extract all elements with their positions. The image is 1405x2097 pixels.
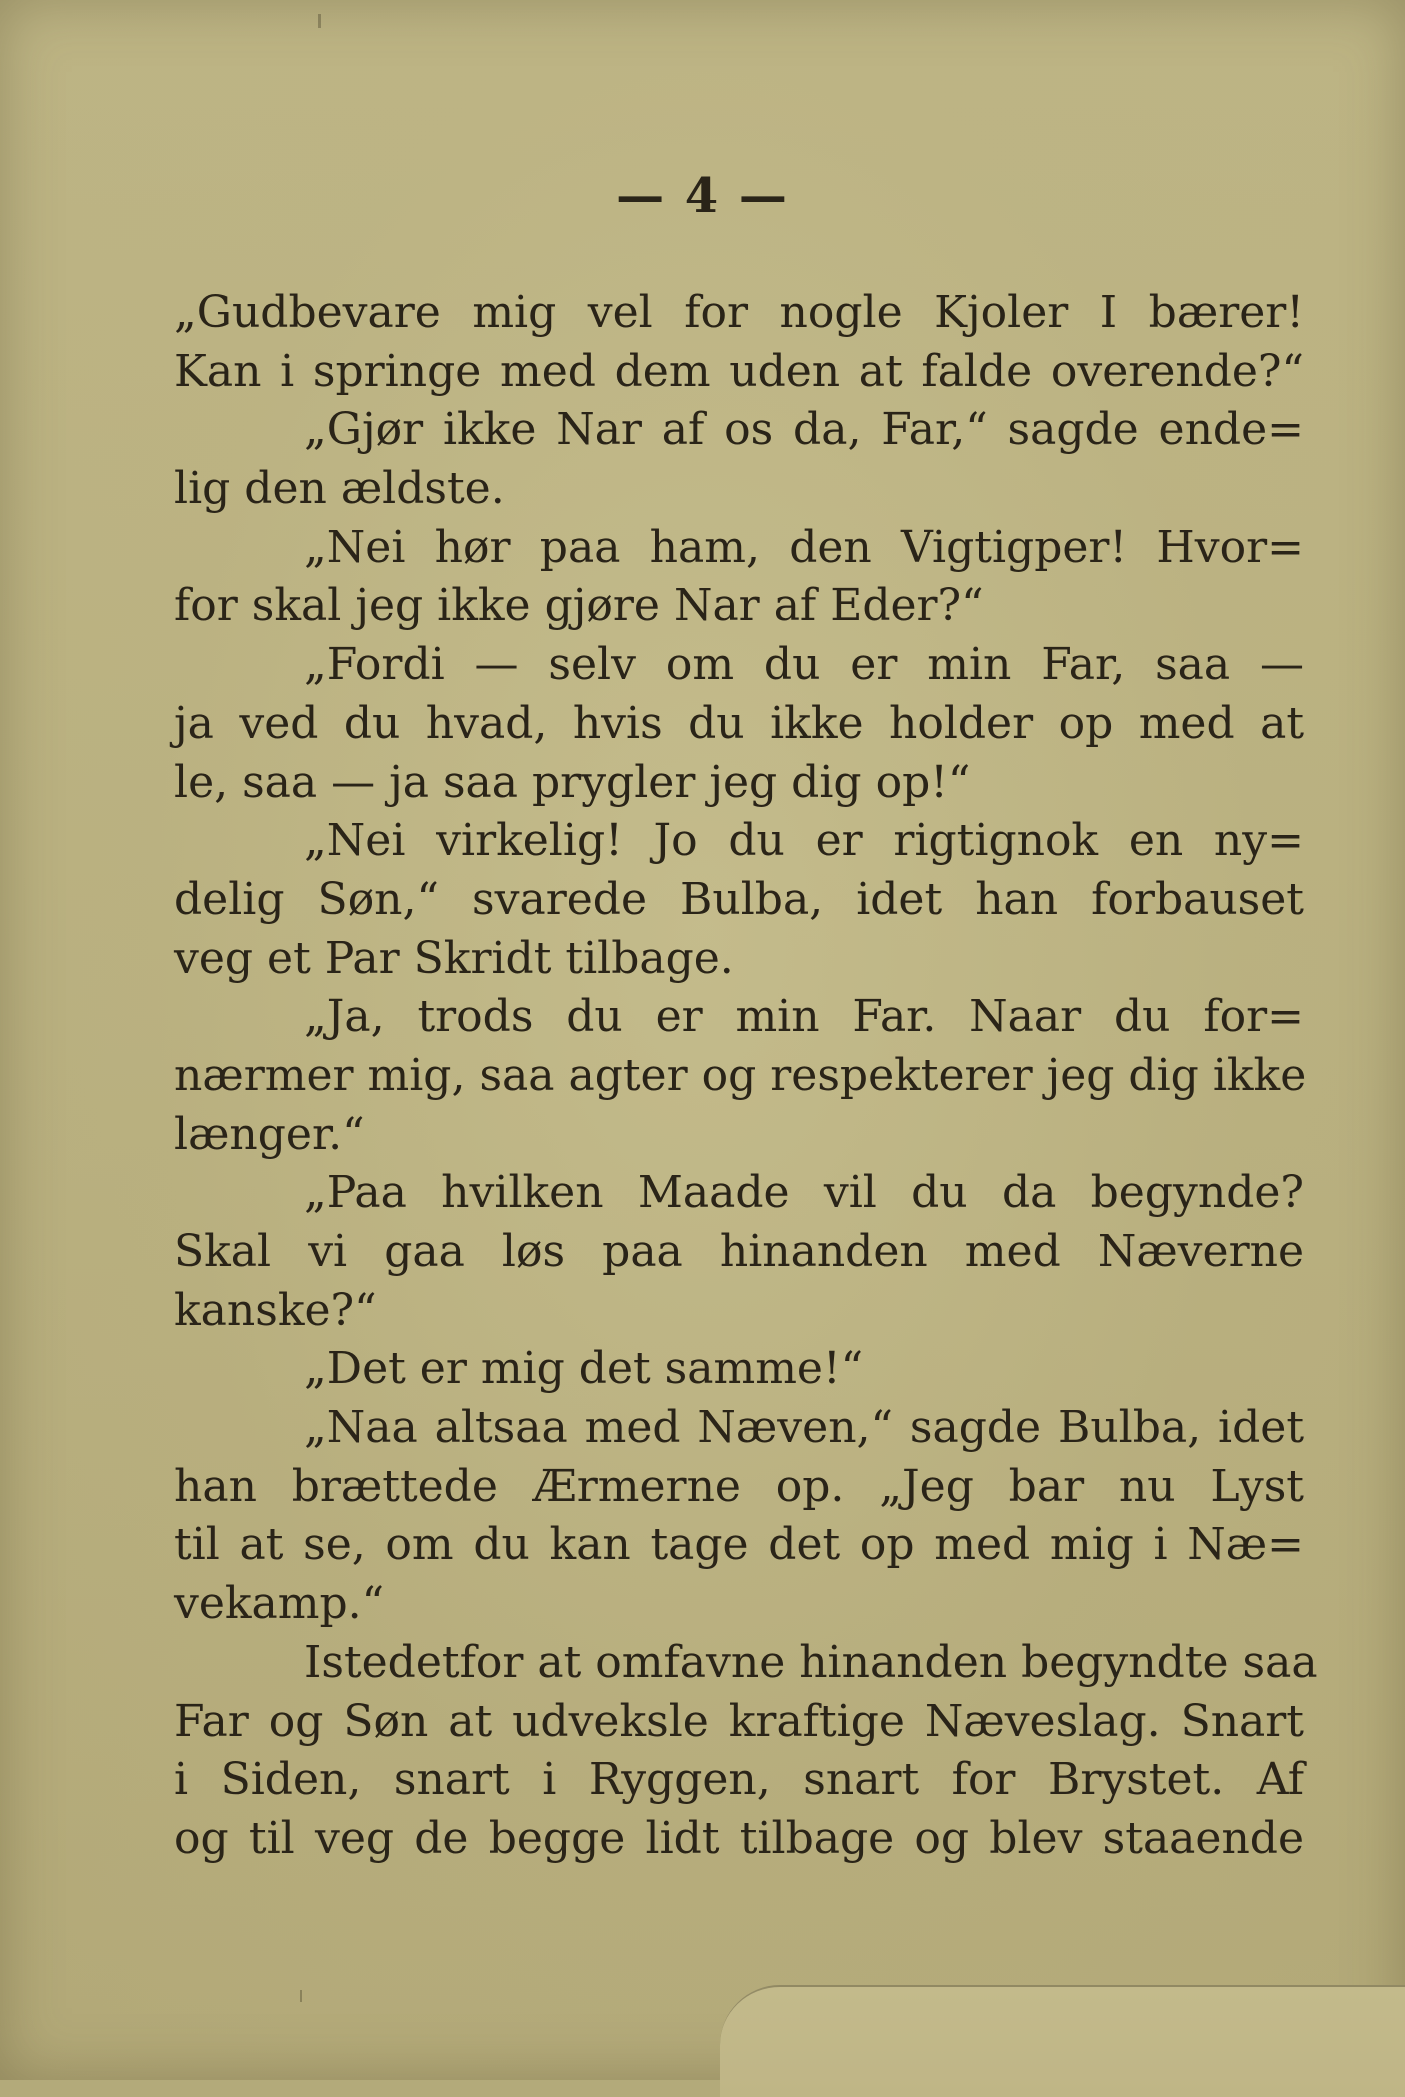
text-line: „Det er mig det samme!“ (304, 1343, 864, 1395)
text-line: og til veg de begge lidt tilbage og blev staaende (174, 1812, 1304, 1864)
text-line: „Nei virkelig! Jo du er rigtignok en ny= (304, 815, 1304, 867)
page-fold-corner (720, 1985, 1405, 2097)
text-line: lig den ældste. (174, 463, 505, 515)
paper-speck (300, 1990, 302, 2002)
text-line: „Gudbevare mig vel for nogle Kjoler I bærer! (174, 287, 1304, 338)
text-line: veg et Par Skridt tilbage. (174, 932, 734, 984)
text-line: „Gjør ikke Nar af os da, Far,“ sagde ende= (304, 404, 1304, 456)
text-line: „Naa altsaa med Næven,“ sagde Bulba, idet (304, 1402, 1304, 1454)
paper-speck (318, 14, 321, 28)
text-line: han brættede Ærmerne op. „Jeg bar nu Lyst (174, 1460, 1304, 1512)
text-line: i Siden, snart i Ryggen, snart for Brystet. Af (174, 1754, 1304, 1806)
text-line: delig Søn,“ svarede Bulba, idet han forbauset (174, 873, 1304, 925)
body-text (174, 284, 1318, 1869)
text-line: for skal jeg ikke gjøre Nar af Eder?“ (174, 580, 984, 632)
text-line: Kan i springe med dem uden at falde overende?“ (174, 345, 1304, 397)
text-line: nærmer mig, saa agter og respekterer jeg dig ikke (174, 1049, 1307, 1101)
text-line: Far og Søn at udveksle kraftige Næveslag. Snart (174, 1695, 1304, 1747)
text-line: Istedetfor at omfavne hinanden begyndte saa (304, 1636, 1318, 1688)
text-line: „Nei hør paa ham, den Vigtigper! Hvor= (304, 521, 1304, 573)
text-line: „Paa hvilken Maade vil du da begynde? (304, 1167, 1304, 1219)
text-line: ja ved du hvad, hvis du ikke holder op med at (174, 697, 1304, 749)
text-line: til at se, om du kan tage det op med mig i Næ= (174, 1519, 1304, 1571)
text-line: le, saa — ja saa prygler jeg dig op!“ (174, 756, 971, 808)
page-number: — 4 — (616, 168, 789, 224)
text-line: kanske?“ (174, 1284, 377, 1336)
text-line: „Ja, trods du er min Far. Naar du for= (304, 991, 1304, 1043)
text-line: Skal vi gaa løs paa hinanden med Næverne (174, 1226, 1304, 1277)
text-line: længer.“ (174, 1108, 365, 1160)
text-line: vekamp.“ (174, 1578, 385, 1630)
text-line: „Fordi — selv om du er min Far, saa — (304, 639, 1304, 691)
